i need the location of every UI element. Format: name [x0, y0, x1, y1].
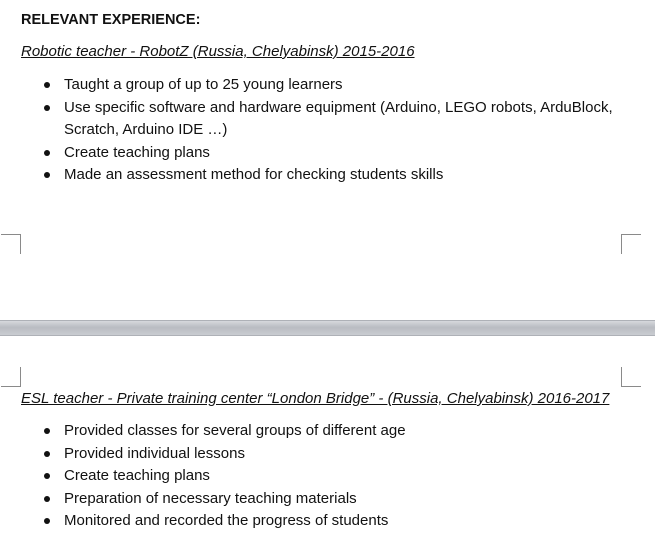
job-title-robotic-teacher: Robotic teacher - RobotZ (Russia, Chelyabinsk) 2015-2016	[21, 43, 415, 60]
duty-text: Monitored and recorded the progress of students	[64, 512, 389, 530]
bullet-icon	[44, 150, 50, 156]
duty-text: Provided individual lessons	[64, 444, 245, 462]
duty-text: Create teaching plans	[64, 467, 210, 485]
list-item	[64, 488, 634, 511]
duties-list-esl-teacher	[64, 420, 634, 533]
crop-mark-bottom-left	[1, 234, 21, 254]
page-break-separator	[0, 320, 655, 336]
bullet-icon	[44, 496, 50, 502]
bullet-icon	[44, 82, 50, 88]
crop-mark-top-right	[621, 367, 641, 387]
bullet-icon	[44, 105, 50, 111]
bullet-icon	[44, 172, 50, 178]
document-page-2	[0, 336, 655, 537]
bullet-icon	[44, 451, 50, 457]
list-item	[64, 97, 634, 142]
list-item	[64, 164, 634, 187]
bullet-icon	[44, 428, 50, 434]
list-item	[64, 420, 634, 443]
section-heading-relevant-experience: RELEVANT EXPERIENCE:	[21, 12, 201, 28]
job-title-esl-teacher: ESL teacher - Private training center “London Bridge” - (Russia, Chelyabinsk) 2016-2017	[21, 390, 610, 407]
list-item	[64, 465, 634, 488]
duty-text: Create teaching plans	[64, 143, 210, 161]
list-item	[64, 142, 634, 165]
duty-text: Use specific software and hardware equipment (Arduino, LEGO robots, ArduBlock, Scratch, Arduino IDE …)	[64, 98, 613, 139]
list-item	[64, 510, 634, 533]
duty-text: Taught a group of up to 25 young learners	[64, 76, 343, 93]
duty-text: Provided classes for several groups of different age	[64, 422, 406, 439]
bullet-icon	[44, 473, 50, 479]
duties-list-robotic-teacher	[64, 74, 634, 187]
duty-text: Preparation of necessary teaching materials	[64, 489, 357, 507]
crop-mark-bottom-right	[621, 234, 641, 254]
crop-mark-top-left	[1, 367, 21, 387]
bullet-icon	[44, 518, 50, 524]
list-item	[64, 443, 634, 466]
list-item	[64, 74, 634, 97]
duty-text: Made an assessment method for checking students skills	[64, 166, 444, 184]
